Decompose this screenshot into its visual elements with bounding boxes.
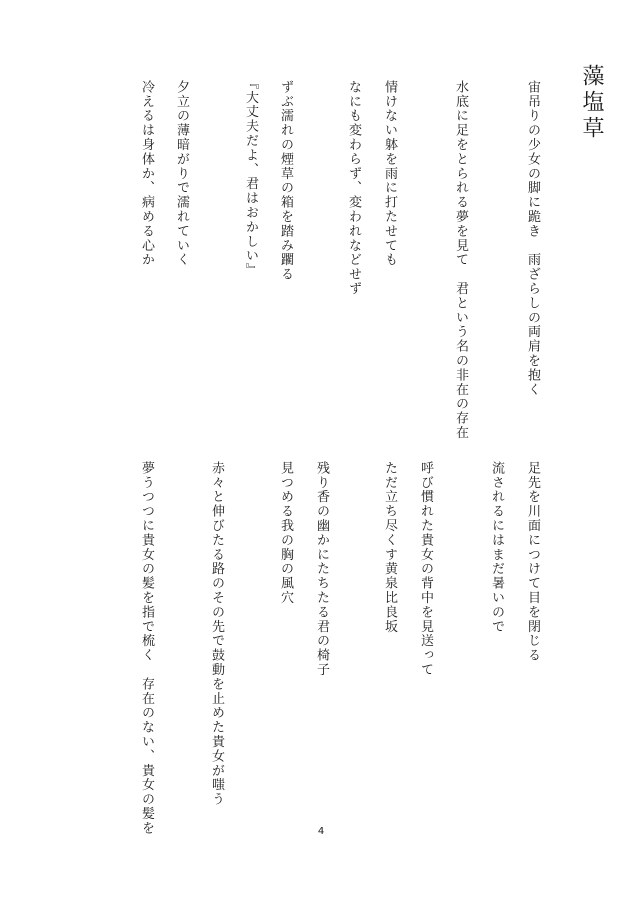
page-number: 4	[317, 826, 325, 837]
lower-line-3: 呼び慣れた貴女の背中を見送って	[418, 461, 433, 677]
upper-line-7: 夕立の薄暗がりで濡れていく	[174, 80, 189, 268]
upper-line-5: ずぶ濡れの煙草の箱を踏み躙る	[278, 80, 293, 282]
upper-line-4: なにも変わらず、変われなどせず	[346, 80, 361, 296]
upper-line-3: 情けない躰を雨に打たせても	[382, 80, 397, 268]
lower-line-8: 夢うつつに貴女の髪を指で梳く 存在のない、貴女の髪を	[139, 461, 154, 836]
upper-line-8: 冷えるは身体か、病める心か	[139, 80, 154, 268]
lower-line-7: 赤々と伸びたる路のその先で鼓動を止めた貴女が嗤う	[209, 461, 224, 807]
upper-line-2: 水底に足をとられる夢を見て 君という名の非在の存在	[453, 80, 468, 440]
poem-title: 藻塩草	[579, 64, 604, 142]
lower-line-1: 足先を川面につけて目を閉じる	[525, 461, 540, 663]
lower-line-6: 見つめる我の胸の風穴	[278, 461, 293, 605]
lower-line-2: 流されるにはまだ暑いので	[489, 461, 504, 634]
lower-line-4: ただ立ち尽くす黄泉比良坂	[382, 461, 397, 634]
upper-line-1: 宙吊りの少女の脚に跪き 雨ざらしの両肩を抱く	[525, 80, 540, 397]
lower-line-5: 残り香の幽かにたちたる君の椅子	[314, 461, 329, 677]
upper-line-6: 『大丈夫だよ、君はおかしい』	[243, 76, 258, 278]
